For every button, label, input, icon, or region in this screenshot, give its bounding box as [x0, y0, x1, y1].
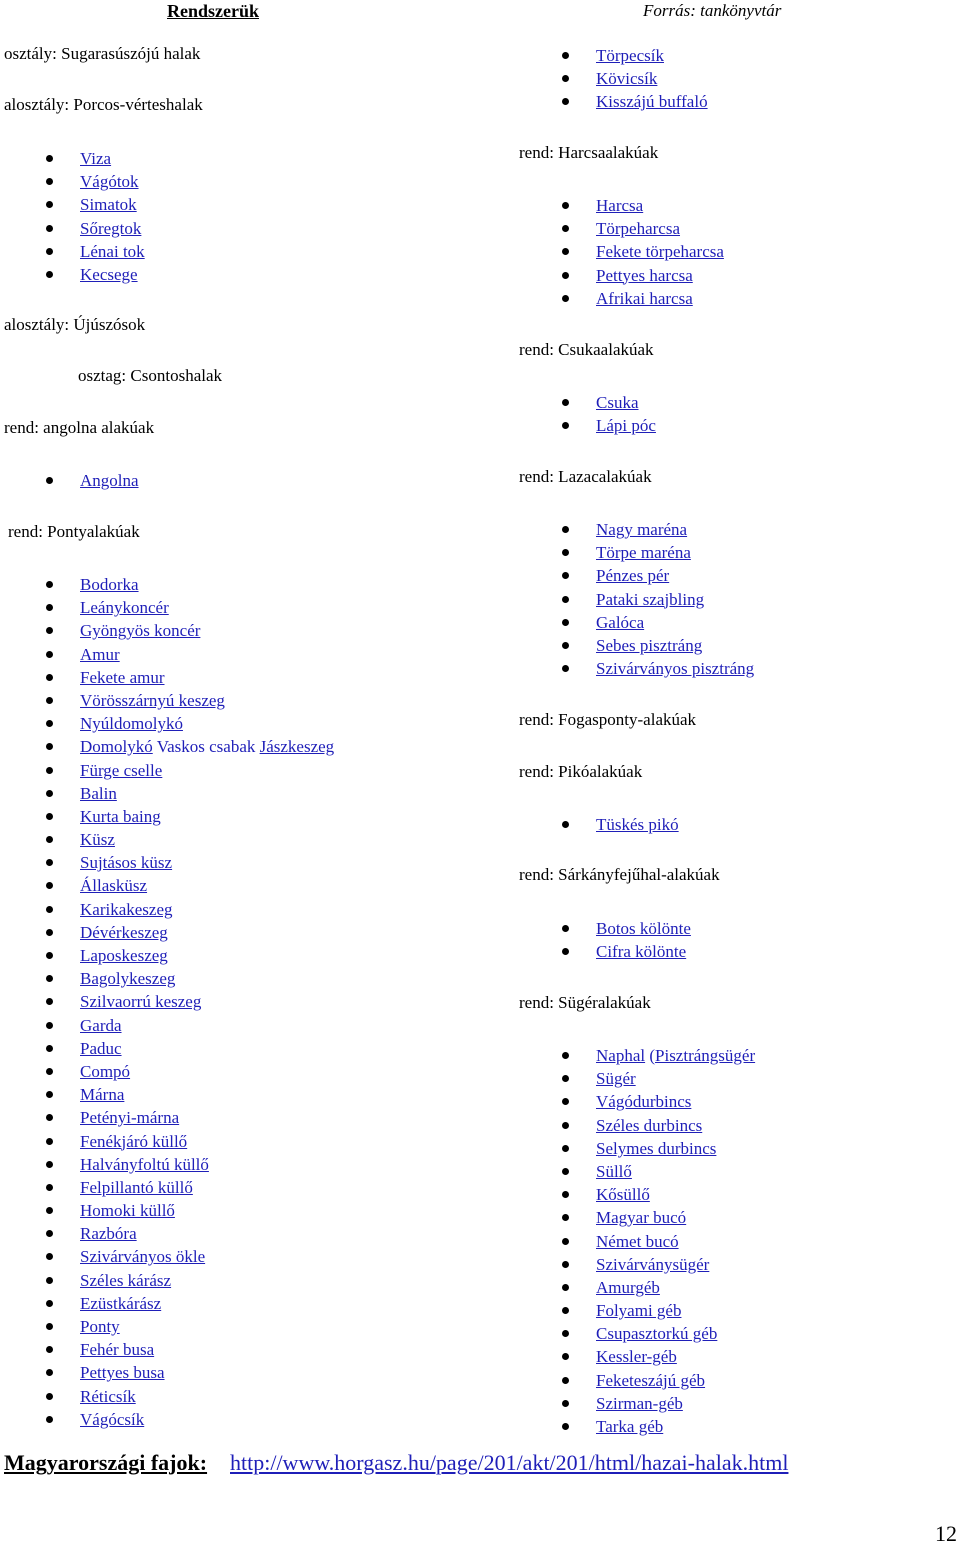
- bullet-icon: [46, 1416, 53, 1423]
- list-item: [80, 1338, 334, 1361]
- bullet-icon: [562, 1214, 569, 1221]
- species-link[interactable]: Lénai tok: [80, 241, 145, 261]
- species-link[interactable]: Tüskés pikó: [596, 815, 679, 834]
- bullet-icon: [562, 422, 569, 429]
- bullet-icon: [562, 1261, 569, 1268]
- bullet-icon: [46, 929, 53, 936]
- species-list-carps: [80, 573, 334, 1431]
- page-number: 12: [935, 1521, 957, 1546]
- list-item: [80, 851, 334, 874]
- bullet-icon: [562, 1145, 569, 1152]
- species-link[interactable]: Fehér busa: [80, 1340, 155, 1360]
- list-item: [80, 1385, 334, 1408]
- subclass-label-cartilaginous: alosztály: Porcos-vérteshalak: [4, 95, 203, 114]
- subclass-label-neopterygii: alosztály: Újúszósok: [4, 315, 146, 334]
- list-item: [596, 588, 754, 611]
- species-link[interactable]: Csupasztorkú géb: [596, 1324, 718, 1344]
- bullet-icon: [46, 651, 53, 658]
- list-item: [80, 805, 334, 828]
- list-item: [80, 1315, 334, 1338]
- species-list-sticklebacks: [596, 813, 679, 836]
- list-item: [80, 596, 334, 619]
- list-item: [596, 917, 691, 940]
- list-item: [80, 689, 334, 712]
- bullet-icon: [562, 1353, 569, 1360]
- bullet-icon: [562, 925, 569, 932]
- bullet-icon: [46, 1300, 53, 1307]
- species-link[interactable]: Razbóra: [80, 1224, 137, 1244]
- list-item: [596, 67, 708, 90]
- species-link[interactable]: Vágótok: [80, 172, 139, 192]
- species-link[interactable]: Törpe maréna: [596, 543, 691, 563]
- bullet-icon: [562, 225, 569, 232]
- class-label: osztály: Sugarasúszójú halak: [4, 44, 201, 63]
- bullet-icon: [562, 272, 569, 279]
- species-link[interactable]: Pénzes pér: [596, 566, 670, 586]
- list-item: [596, 287, 724, 310]
- list-item: [80, 1014, 334, 1037]
- list-item: [80, 1269, 334, 1292]
- species-link[interactable]: Pettyes harcsa: [596, 265, 693, 285]
- species-link[interactable]: Széles kárász: [80, 1270, 172, 1290]
- list-item: [596, 813, 679, 836]
- bullet-icon: [562, 1284, 569, 1291]
- bullet-icon: [46, 201, 53, 208]
- species-link[interactable]: Amurgéb: [596, 1277, 660, 1297]
- species-link[interactable]: Fekete amur: [80, 667, 165, 687]
- species-link[interactable]: Állasküsz: [80, 876, 148, 896]
- list-item: [596, 240, 724, 263]
- list-item: [596, 44, 708, 67]
- species-link[interactable]: Felpillantó küllő: [80, 1177, 193, 1197]
- species-link[interactable]: Fekete törpeharcsa: [596, 242, 724, 262]
- species-link[interactable]: Réticsík: [80, 1386, 136, 1406]
- species-list-perches: [596, 1044, 755, 1438]
- list-item: [80, 1083, 334, 1106]
- species-link[interactable]: Ponty: [80, 1317, 120, 1336]
- bullet-icon: [46, 790, 53, 797]
- species-link[interactable]: Kessler-géb: [596, 1347, 677, 1367]
- bullet-icon: [46, 1230, 53, 1237]
- bullet-icon: [46, 813, 53, 820]
- bullet-icon: [562, 75, 569, 82]
- list-item: [80, 898, 334, 921]
- species-link[interactable]: Homoki küllő: [80, 1201, 175, 1221]
- bullet-icon: [46, 906, 53, 913]
- species-list-loaches: [596, 44, 708, 114]
- list-item: [80, 217, 145, 240]
- species-link[interactable]: Szilvaorrú keszeg: [80, 992, 202, 1012]
- species-link[interactable]: Kurta baing: [80, 806, 161, 826]
- species-link[interactable]: Selymes durbincs: [596, 1138, 717, 1158]
- list-item: [596, 1392, 755, 1415]
- bullet-icon: [46, 720, 53, 727]
- bullet-icon: [46, 1161, 53, 1168]
- list-item: [80, 573, 334, 596]
- species-link[interactable]: Paduc: [80, 1038, 122, 1058]
- bullet-icon: [46, 998, 53, 1005]
- list-item: [80, 712, 334, 735]
- bullet-icon: [562, 549, 569, 556]
- species-link[interactable]: Balin: [80, 783, 117, 803]
- species-link[interactable]: Pataki szajbling: [596, 589, 705, 609]
- order-label-perches: rend: Sügéralakúak: [519, 993, 651, 1012]
- list-item: [596, 1137, 755, 1160]
- bullet-icon: [46, 859, 53, 866]
- species-link[interactable]: Magyar bucó: [596, 1208, 687, 1228]
- species-list-salmon: [596, 518, 754, 680]
- bullet-icon: [46, 1253, 53, 1260]
- list-item: [80, 147, 145, 170]
- bullet-icon: [46, 627, 53, 634]
- species-link[interactable]: Kövicsík: [596, 69, 658, 89]
- bullet-icon: [562, 596, 569, 603]
- bullet-icon: [46, 1184, 53, 1191]
- order-label-pikes: rend: Csukaalakúak: [519, 340, 654, 359]
- list-item: [596, 194, 724, 217]
- species-link[interactable]: Gyöngyös koncér: [80, 621, 201, 641]
- bullet-icon: [562, 526, 569, 533]
- bullet-icon: [46, 1045, 53, 1052]
- list-item: [596, 634, 754, 657]
- bullet-icon: [46, 1138, 53, 1145]
- species-link[interactable]: Márna: [80, 1085, 125, 1105]
- bullet-icon: [46, 1323, 53, 1330]
- bullet-icon: [46, 1393, 53, 1400]
- species-link[interactable]: Sebes pisztráng: [596, 635, 703, 655]
- species-link[interactable]: Feketeszájú géb: [596, 1370, 706, 1390]
- species-link[interactable]: Sujtásos küsz: [80, 853, 173, 873]
- bullet-icon: [46, 1022, 53, 1029]
- list-item: [80, 828, 334, 851]
- list-item: [596, 1276, 755, 1299]
- bullet-icon: [46, 767, 53, 774]
- bullet-icon: [46, 882, 53, 889]
- species-link[interactable]: Kecsege: [80, 264, 138, 284]
- bullet-icon: [562, 1238, 569, 1245]
- list-item: [80, 759, 334, 782]
- list-item: [596, 1206, 755, 1229]
- species-link[interactable]: Naphal: [596, 1046, 646, 1065]
- species-link[interactable]: Csuka: [596, 393, 639, 412]
- bullet-icon: [562, 1400, 569, 1407]
- bullet-icon: [562, 295, 569, 302]
- list-item: [80, 666, 334, 689]
- bullet-icon: [562, 642, 569, 649]
- species-link[interactable]: Sőregtok: [80, 218, 142, 238]
- bullet-icon: [46, 836, 53, 843]
- list-item: [596, 414, 656, 437]
- list-item: [80, 1222, 334, 1245]
- bullet-icon: [46, 1346, 53, 1353]
- bullet-icon: [562, 1052, 569, 1059]
- species-link[interactable]: Fürge cselle: [80, 760, 163, 780]
- bullet-icon: [562, 1122, 569, 1129]
- species-link[interactable]: Petényi-márna: [80, 1108, 180, 1128]
- list-item: [80, 170, 145, 193]
- species-link[interactable]: Nagy maréna: [596, 520, 688, 539]
- species-link[interactable]: Leánykoncér: [80, 598, 169, 618]
- species-link[interactable]: Nyúldomolykó: [80, 714, 183, 734]
- bullet-icon: [562, 821, 569, 828]
- list-item: [80, 1361, 334, 1384]
- species-link[interactable]: Pisztrángsügér: [655, 1046, 756, 1065]
- list-item: [80, 874, 334, 897]
- species-link[interactable]: Halványfoltú küllő: [80, 1154, 209, 1174]
- bullet-icon: [562, 948, 569, 955]
- list-item: [596, 264, 724, 287]
- list-item: [596, 518, 754, 541]
- species-link[interactable]: Tarka géb: [596, 1417, 664, 1436]
- bullet-icon: [46, 581, 53, 588]
- species-link[interactable]: Ezüstkárász: [80, 1293, 162, 1313]
- species-link[interactable]: Fenékjáró küllő: [80, 1131, 188, 1151]
- species-link[interactable]: Afrikai harcsa: [596, 288, 693, 308]
- species-link[interactable]: Folyami géb: [596, 1301, 682, 1321]
- bullet-icon: [562, 572, 569, 579]
- bullet-icon: [562, 1330, 569, 1337]
- species-link[interactable]: Szivárványos pisztráng: [596, 659, 755, 679]
- list-item: [596, 1253, 755, 1276]
- list-item: [596, 1067, 755, 1090]
- bullet-icon: [46, 225, 53, 232]
- bullet-icon: [562, 1191, 569, 1198]
- list-item: [596, 1345, 755, 1368]
- species-link[interactable]: Domolykó: [80, 737, 153, 757]
- bullet-icon: [562, 1168, 569, 1175]
- bullet-icon: [46, 155, 53, 162]
- list-item: [596, 611, 754, 634]
- bullet-icon: [46, 604, 53, 611]
- species-link[interactable]: Német bucó: [596, 1231, 679, 1251]
- bullet-icon: [46, 975, 53, 982]
- species-link[interactable]: Kisszájú buffaló: [596, 92, 708, 112]
- list-item: [596, 1183, 755, 1206]
- bullet-icon: [46, 271, 53, 278]
- bullet-icon: [562, 619, 569, 626]
- list-item: [80, 1037, 334, 1060]
- list-item: [596, 1160, 755, 1183]
- list-item: [80, 240, 145, 263]
- list-item: [80, 735, 334, 758]
- species-link[interactable]: Törpeharcsa: [596, 219, 681, 239]
- species-link[interactable]: Küsz: [80, 830, 115, 850]
- paren-text: (: [649, 1046, 656, 1065]
- bullet-icon: [562, 399, 569, 406]
- order-label-carps: rend: Pontyalakúak: [8, 522, 140, 541]
- species-link[interactable]: Compó: [80, 1061, 131, 1081]
- bullet-icon: [46, 1068, 53, 1075]
- species-name: Vaskos csabak: [156, 737, 256, 757]
- list-item: [80, 944, 334, 967]
- species-link[interactable]: Bodorka: [80, 575, 139, 594]
- species-list-eels: [80, 469, 139, 492]
- bullet-icon: [562, 248, 569, 255]
- species-link[interactable]: Bagolykeszeg: [80, 969, 176, 989]
- list-item: [596, 657, 754, 680]
- footer-label: Magyarországi fajok:: [4, 1450, 208, 1475]
- species-link[interactable]: Viza: [80, 149, 112, 168]
- species-link[interactable]: Szivárványsügér: [596, 1254, 710, 1274]
- bullet-icon: [46, 674, 53, 681]
- list-item: [80, 469, 139, 492]
- list-item: [80, 990, 334, 1013]
- order-label-sculpins: rend: Sárkányfejűhal-alakúak: [519, 865, 720, 884]
- species-link[interactable]: Pettyes busa: [80, 1363, 165, 1383]
- species-link[interactable]: Vágódurbincs: [596, 1092, 692, 1112]
- bullet-icon: [46, 178, 53, 185]
- species-link[interactable]: Jászkeszeg: [259, 737, 335, 757]
- bullet-icon: [46, 952, 53, 959]
- order-label-salmon: rend: Lazacalakúak: [519, 467, 652, 486]
- list-item: [80, 921, 334, 944]
- species-link[interactable]: Süllő: [596, 1161, 632, 1181]
- bullet-icon: [46, 1114, 53, 1121]
- species-link[interactable]: Vörösszárnyú keszeg: [80, 690, 225, 710]
- bullet-icon: [46, 248, 53, 255]
- bullet-icon: [46, 697, 53, 704]
- species-link[interactable]: Karikakeszeg: [80, 899, 173, 919]
- species-link[interactable]: Amur: [80, 644, 120, 664]
- bullet-icon: [562, 1098, 569, 1105]
- list-item: [80, 782, 334, 805]
- species-link[interactable]: Laposkeszeg: [80, 946, 168, 965]
- species-link[interactable]: Garda: [80, 1015, 122, 1035]
- list-item: [80, 643, 334, 666]
- species-link[interactable]: Széles durbincs: [596, 1115, 703, 1135]
- bullet-icon: [562, 1423, 569, 1430]
- bullet-icon: [562, 98, 569, 105]
- species-list-catfish: [596, 194, 724, 310]
- list-item: [80, 1130, 334, 1153]
- species-list-sturgeons: [80, 147, 145, 286]
- order-label-sticklebacks: rend: Pikóalakúak: [519, 762, 643, 781]
- list-item: [596, 1044, 755, 1067]
- bullet-icon: [46, 477, 53, 484]
- bullet-icon: [46, 1207, 53, 1214]
- list-item: [596, 1415, 755, 1438]
- species-link[interactable]: Törpecsík: [596, 46, 664, 65]
- species-list-pikes: [596, 391, 656, 437]
- bullet-icon: [562, 1377, 569, 1384]
- species-link[interactable]: Vágócsík: [80, 1409, 145, 1429]
- bullet-icon: [562, 52, 569, 59]
- list-item: [596, 564, 754, 587]
- species-link[interactable]: Angolna: [80, 471, 139, 490]
- bullet-icon: [562, 665, 569, 672]
- list-item: [80, 1245, 334, 1268]
- species-list-sculpins: [596, 917, 691, 963]
- list-item: [596, 1299, 755, 1322]
- list-item: [80, 1060, 334, 1083]
- list-item: [80, 1292, 334, 1315]
- list-item: [80, 1106, 334, 1129]
- species-link[interactable]: Lápi póc: [596, 416, 656, 436]
- source-note: Forrás: tankönyvtár: [643, 1, 782, 20]
- species-link[interactable]: Cifra kölönte: [596, 942, 687, 962]
- list-item: [596, 940, 691, 963]
- bullet-icon: [46, 1369, 53, 1376]
- species-link[interactable]: Harcsa: [596, 196, 644, 215]
- list-item: [80, 967, 334, 990]
- order-label-catfish: rend: Harcsaalakúak: [519, 143, 659, 162]
- footer-url-link[interactable]: http://www.horgasz.hu/page/201/akt/201/html/hazai-halak.html: [230, 1450, 789, 1475]
- species-link[interactable]: Szivárványos ökle: [80, 1247, 206, 1267]
- page-title: Rendszerük: [167, 1, 260, 21]
- list-item: [80, 193, 145, 216]
- species-link[interactable]: Galóca: [596, 612, 645, 632]
- list-item: [80, 1153, 334, 1176]
- bullet-icon: [562, 1075, 569, 1082]
- list-item: [80, 1176, 334, 1199]
- bullet-icon: [46, 1091, 53, 1098]
- species-link[interactable]: Dévérkeszeg: [80, 922, 168, 942]
- bullet-icon: [46, 1277, 53, 1284]
- list-item: [80, 263, 145, 286]
- list-item: [596, 391, 656, 414]
- species-link[interactable]: Szirman-géb: [596, 1393, 683, 1413]
- order-label-toothcarps: rend: Fogasponty-alakúak: [519, 710, 697, 729]
- list-item: [80, 1408, 334, 1431]
- bullet-icon: [46, 743, 53, 750]
- species-link[interactable]: Simatok: [80, 195, 137, 215]
- list-item: [80, 619, 334, 642]
- list-item: [596, 1230, 755, 1253]
- bullet-icon: [562, 1307, 569, 1314]
- list-item: [596, 1369, 755, 1392]
- list-item: [596, 90, 708, 113]
- list-item: [596, 1322, 755, 1345]
- list-item: [596, 217, 724, 240]
- order-label-eels: rend: angolna alakúak: [4, 418, 155, 437]
- bullet-icon: [562, 202, 569, 209]
- list-item: [596, 1114, 755, 1137]
- division-label: osztag: Csontoshalak: [78, 366, 223, 385]
- species-link[interactable]: Sügér: [596, 1069, 636, 1089]
- list-item: [596, 541, 754, 564]
- list-item: [596, 1090, 755, 1113]
- list-item: [80, 1199, 334, 1222]
- species-link[interactable]: Botos kölönte: [596, 919, 691, 938]
- species-link[interactable]: Kősüllő: [596, 1185, 650, 1205]
